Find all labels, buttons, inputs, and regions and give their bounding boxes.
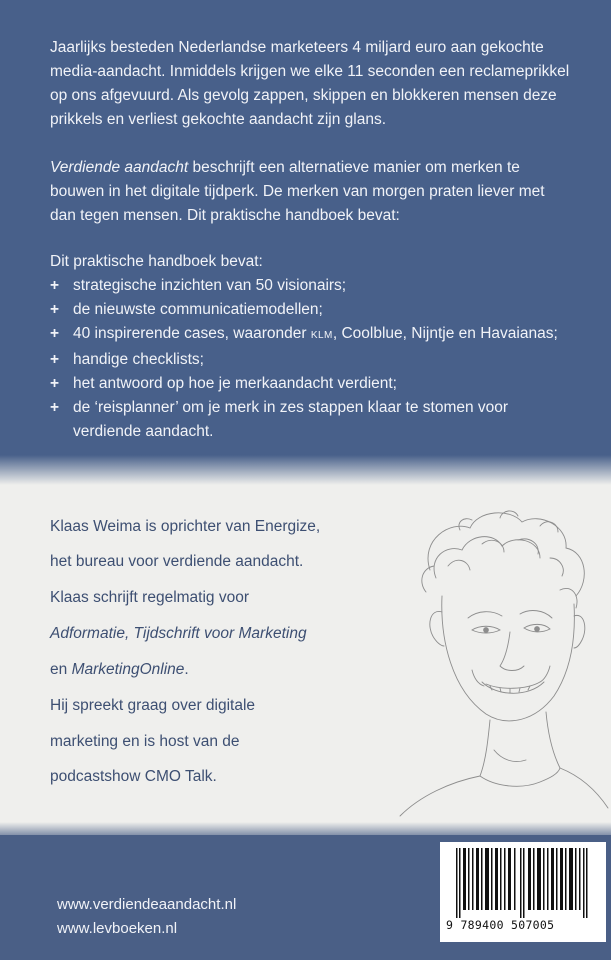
description-panel [0, 0, 611, 470]
bio-line-8: podcastshow CMO Talk. [50, 768, 217, 785]
plus-icon: + [50, 351, 60, 368]
list-item: + strategische inzichten van 50 visionairs; [50, 274, 570, 298]
list-item: + de ‘reisplanner’ om je merk in zes stappen klaar te stomen voor verdiende aandacht. [50, 396, 570, 444]
list-item: + de nieuwste communicatiemodellen; [50, 298, 570, 322]
plus-icon: + [50, 399, 60, 416]
list-item: + handige checklists; [50, 348, 570, 372]
contents-list [50, 274, 570, 444]
bio-line-3: Klaas schrijft regelmatig voor [50, 589, 249, 606]
book-summary-paragraph [50, 156, 570, 228]
plus-icon: + [50, 375, 60, 392]
author-portrait-sketch [390, 500, 611, 830]
book-title-italic: Verdiende aandacht [50, 159, 189, 176]
plus-icon: + [50, 277, 60, 294]
website-link-2[interactable]: www.levboeken.nl [57, 920, 178, 937]
website-link-1[interactable]: www.verdiendeaandacht.nl [57, 896, 237, 913]
panel-fade-top [0, 455, 611, 485]
isbn-barcode [440, 842, 606, 942]
bio-line-7: marketing en is host van de [50, 733, 240, 750]
intro-paragraph: Jaarlijks besteden Nederlandse marketeers 4 miljard euro aan gekochte media-aandacht. Inmiddels krijgen we elke 11 seconden een reclameprikkel op ons afgevuurd. Als gevolg zappen, skippen en blokkeren mensen deze prikkels en verliest gekochte aandacht zijn glans. [50, 39, 570, 128]
bio-line-1: Klaas Weima is oprichter van Energize, [50, 518, 321, 535]
bio-line-4: Adformatie, Tijdschrift voor Marketing [50, 625, 307, 642]
plus-icon: + [50, 325, 60, 342]
contents-list-title: Dit praktische handboek bevat: [50, 253, 263, 270]
book-summary-text: beschrijft een alternatieve manier om merken te bouwen in het digitale tijdperk. De merken van morgen praten liever met dan tegen mensen. Dit praktische handboek bevat: [50, 159, 545, 224]
bio-line-2: het bureau voor verdiende aandacht. [50, 553, 304, 570]
klm-smallcaps: KLM [310, 330, 333, 341]
isbn-number: 9 789400 507005 [446, 918, 555, 932]
bio-line-6: Hij spreekt graag over digitale [50, 697, 256, 714]
bio-line-5: en MarketingOnline. [50, 661, 189, 678]
publication-title: MarketingOnline [71, 661, 185, 678]
list-item: + 40 inspirerende cases, waaronder KLM, Coolblue, Nijntje en Havaianas; [50, 322, 570, 348]
list-item: + het antwoord op hoe je merkaandacht verdient; [50, 372, 570, 396]
barcode-icon [448, 848, 598, 918]
plus-icon: + [50, 301, 60, 318]
